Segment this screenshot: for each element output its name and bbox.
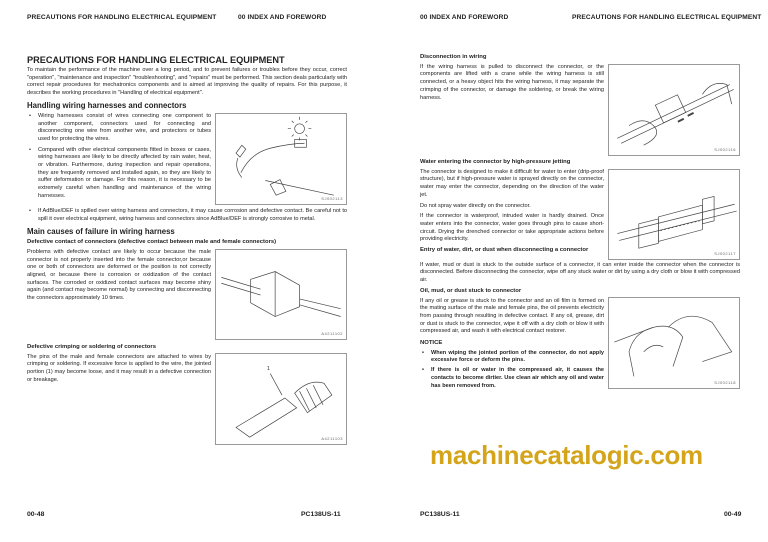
crimp-text	[27, 344, 211, 385]
figure-harness	[215, 113, 347, 205]
paragraph-disconnection: If the wiring harness is pulled to disconnect the connector, or the components are lifted with a crane while the wiring harness is still connected, or a heavy object hits the wiring harness, it may separate the crimping of the connector, or damage the soldering, or break the wiring harness.	[420, 63, 604, 101]
right-content	[420, 54, 740, 390]
notice-item: • When wiping the jointed portion of the connector, do not apply excessive force or deform the pins.	[420, 350, 604, 365]
figure-caption: A4211102	[321, 330, 343, 336]
header-section-title: PRECAUTIONS FOR HANDLING ELECTRICAL EQUIPMENT	[572, 14, 762, 21]
figure-connector-contact	[215, 249, 347, 340]
left-content	[27, 55, 347, 445]
heading-causes: Main causes of failure in wiring harness	[27, 227, 175, 237]
figure-caption: SJ002116	[714, 147, 736, 152]
disconnection-row	[420, 54, 740, 156]
wiping-hands-illustration	[609, 298, 739, 388]
contact-row	[27, 249, 347, 340]
handling-bullets	[27, 113, 211, 201]
paragraph-water-1: The connector is designed to make it difficult for water to enter (drip-proof structure), but if high-pressure water is sprayed directly on the connector, water may enter the connector, depending on the direction of the water jet.	[420, 168, 604, 198]
footer-page-number: 00-49	[724, 511, 742, 518]
heading-defective-contact: Defective contact of connectors (defective contact between male and female connectors)	[27, 239, 277, 246]
page-title: PRECAUTIONS FOR HANDLING ELECTRICAL EQUIPMENT	[27, 55, 285, 65]
crimp-pin-illustration	[216, 354, 346, 444]
callout-label: 1	[267, 365, 270, 372]
footer-model: PC138US-11	[420, 511, 460, 518]
paragraph-entry: If water, mud or dust is stuck to the outside surface of a connector, it can enter inside the connector when the connector is disconnected. Before disconnecting the connector, wipe off any stuck water or dirt by using a dry cloth or blow it with compressed air.	[420, 261, 740, 284]
heading-water-jetting: Water entering the connector by high-pressure jetting	[420, 159, 571, 165]
figure-caption: A4211103	[321, 435, 343, 441]
water-text	[420, 169, 604, 255]
connector-illustration	[216, 250, 346, 339]
figure-water-jetting	[608, 169, 740, 260]
bullet-item: • If AdBlue/DEF is spilled over wiring harness and connectors, it may cause corrosion and defective contact. Be careful not to spill it over electrical equipment, wiring harness and connectors since AdBlue/DEF is strongly corrosive to metal.	[27, 208, 347, 223]
harness-illustration	[216, 114, 346, 204]
handling-row	[27, 113, 347, 205]
paragraph-water-2: Do not spray water directly on the connector.	[420, 202, 531, 209]
figure-wiping	[608, 297, 740, 389]
figure-caption: SJ002117	[714, 250, 736, 256]
paragraph-water-3: If the connector is waterproof, intruded water is hardly drained. Once water enters into the connector, water goes through pins to cause short-circuit. Drying the drenched connector or take appropriate actions before providing electricity.	[420, 213, 604, 243]
figure-caption: SJ002118	[714, 379, 736, 385]
disconnection-text	[420, 54, 604, 102]
footer-page-number: 00-48	[27, 511, 45, 518]
intro-paragraph: To maintain the performance of the machine over a long period, and to prevent failures or troubles before they occur, correct "operation", "maintenance and inspection" "troubleshooting", and "repairs" must be performed. This section deals particularly with correct repair procedures for mechatronics components and is aimed at improving the quality of repairs. For this purpose, it describes the working procedures in "Handling of electrical equipment".	[27, 67, 347, 97]
watermark: machinecatalogic.com	[430, 440, 703, 470]
paragraph-contact: Problems with defective contact are likely to occur because the male connector is not properly inserted into the female connector,or because one or both of connectors are deformed or the position is not correctly aligned, or because there is corrosion or oxidization of the contact surfaces. The corroded or oxidized contact surfaces may become shiny again (and contact may become normal) by connecting and disconnecting the connectors approximately 10 times.	[27, 248, 211, 302]
footer-model: PC138US-11	[301, 511, 341, 518]
heading-handling: Handling wiring harnesses and connectors	[27, 100, 187, 110]
oil-row	[420, 288, 740, 390]
bullet-item: • Wiring harnesses consist of wires connecting one component to another component, connectors used for connecting and disconnecting one wire from another wire, and protectors or tubes used for protecting the wires.	[27, 113, 211, 144]
paragraph-crimping: The pins of the male and female connectors are attached to wires by crimping or soldering. If excessive force is applied to the wire, the jointed portion (1) may become loose, and it may result in a defective connection or breakage.	[27, 353, 211, 383]
heading-disconnection: Disconnection in wiring	[420, 54, 487, 60]
oil-text	[420, 288, 604, 390]
header-chapter: 00 INDEX AND FOREWORD	[238, 14, 327, 21]
paragraph-oil: If any oil or grease is stuck to the connector and an oil film is formed on the mating surface of the male and female pins, the oil prevents electricity from passing through resulting in defective contact. If any oil, grease, dirt or dust is stuck to the connector, wipe it off with a dry cloth or blow it with compressed air, and wash it with electrical contact restorer.	[420, 297, 604, 335]
notice-item: • If there is oil or water in the compressed air, it causes the contacts to become dirtier. Use clean air which any oil and water has been removed from.	[420, 367, 604, 390]
figure-caption: SJ002113	[321, 195, 343, 201]
figure-disconnection	[608, 64, 740, 156]
heading-entry: Entry of water, dirt, or dust when disconnecting a connector	[420, 247, 589, 254]
bullet-item: • Compared with other electrical components fitted in boxes or cases, wiring harnesses are likely to be directly affected by rain water, heat, or vibration. Furthermore, during inspection and repair operations, they are frequently removed and installed again, so they are likely to suffer deformation or damage. For this reason, it is necessary to be extremely careful when handling and maintenance of the wiring harnesses.	[27, 147, 211, 201]
header-chapter: 00 INDEX AND FOREWORD	[420, 14, 509, 21]
heading-oil: Oil, mud, or dust stuck to connector	[420, 287, 522, 294]
water-row	[420, 169, 740, 260]
crimp-row	[27, 344, 347, 445]
figure-crimping	[215, 353, 347, 445]
pulling-harness-illustration	[609, 65, 739, 155]
header-section-title: PRECAUTIONS FOR HANDLING ELECTRICAL EQUIPMENT	[27, 14, 217, 21]
notice-label: NOTICE	[420, 340, 443, 347]
water-connector-illustration	[609, 170, 739, 259]
heading-crimping: Defective crimping or soldering of connectors	[27, 343, 156, 350]
